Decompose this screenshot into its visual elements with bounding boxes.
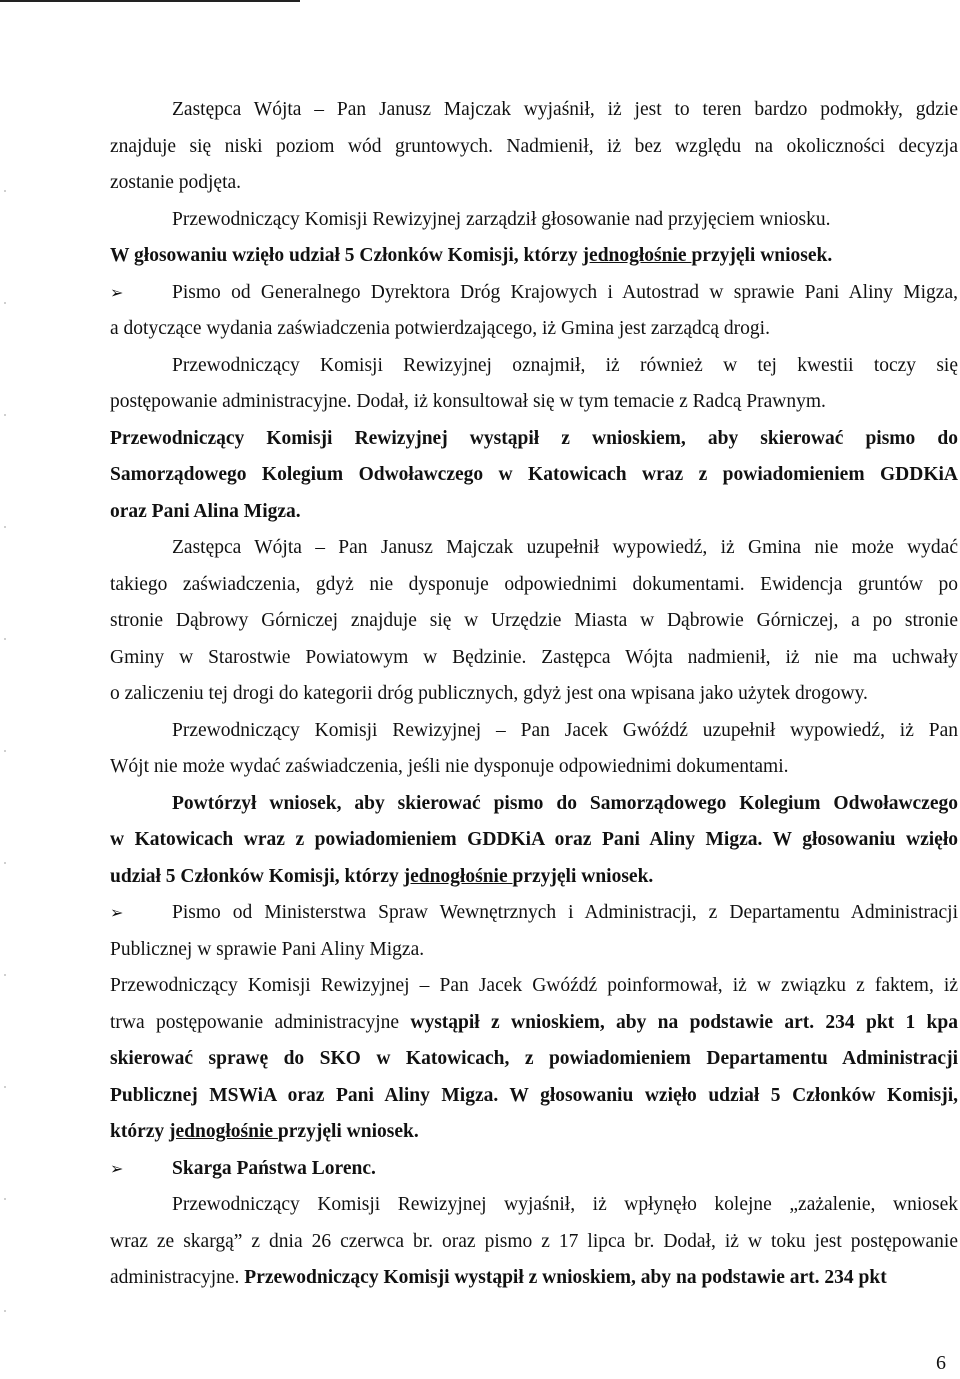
text-line — [110, 348, 958, 385]
text-run: stronie Dąbrowy Górniczej znajduje się w Urzędzie Miasta w Dąbrowie Górniczej, a po stronie — [110, 610, 958, 631]
text-line — [110, 494, 958, 531]
text-line — [110, 1078, 958, 1115]
text-line — [110, 202, 958, 239]
paragraph — [110, 238, 958, 275]
text-line — [110, 822, 958, 859]
text-line — [110, 384, 958, 421]
arrow-bullet-icon: ➢ — [110, 282, 124, 302]
arrow-bullet-icon: ➢ — [110, 903, 124, 922]
bullet-paragraph — [110, 895, 958, 968]
text-line — [110, 713, 958, 750]
paragraph — [110, 713, 958, 786]
bold-text: Skarga Państwa Lorenc. — [172, 1157, 376, 1179]
text-line — [110, 275, 958, 312]
bold-text: przyjęli wniosek. — [512, 865, 654, 887]
text-run: postępowanie administracyjne. Dodał, iż konsultował się w tym temacie z Radcą Prawnym. — [110, 391, 826, 412]
text-line — [110, 676, 958, 713]
paragraph — [110, 786, 958, 896]
paragraph — [110, 92, 958, 202]
text-run: Gminy w Starostwie Powiatowym w Będzinie. Zastępca Wójta nadmienił, iż nie ma uchwały — [110, 646, 958, 668]
underlined-text: jednogłośnie — [169, 1121, 278, 1142]
text-run: a dotyczące wydania zaświadczenia potwierdzającego, iż Gmina jest zarządcą drogi. — [110, 318, 770, 339]
text-line — [110, 530, 958, 567]
text-line — [110, 1041, 958, 1078]
text-run: takiego zaświadczenia, gdyż nie dysponuje odpowiednimi dokumentami. Ewidencja gruntów po — [110, 573, 958, 595]
text-line — [110, 1187, 958, 1224]
paragraph — [110, 530, 958, 713]
bold-text: Powtórzył wniosek, aby skierować pismo do Samorządowego Kolegium Odwoławczego — [172, 792, 958, 814]
bold-text: Przewodniczący Komisji wystąpił z wnioskiem, aby na podstawie art. 234 pkt — [244, 1267, 887, 1288]
text-line — [110, 1151, 958, 1188]
text-line — [110, 421, 958, 458]
underlined-text: jednogłośnie — [403, 865, 513, 887]
bold-text: W głosowaniu wzięło udział 5 Członków Komisji, którzy — [110, 245, 583, 266]
bold-text: udział 5 Członków Komisji, którzy — [110, 865, 404, 887]
text-line — [110, 1260, 958, 1297]
text-line — [110, 932, 958, 969]
text-line — [110, 895, 958, 932]
text-run: o zaliczeniu tej drogi do kategorii dróg publicznych, gdyż jest ona wpisana jako użytek drogowy. — [110, 683, 868, 704]
text-line — [110, 603, 958, 640]
text-run: Przewodniczący Komisji Rewizyjnej oznajmił, iż również w tej kwestii toczy się — [172, 354, 958, 376]
paragraph — [110, 348, 958, 421]
text-line — [110, 238, 958, 275]
text-run: administracyjne. — [110, 1267, 245, 1288]
text-line — [110, 1224, 958, 1261]
text-line — [110, 129, 958, 166]
bullet-paragraph — [110, 275, 958, 348]
text-line — [110, 165, 958, 202]
text-line — [110, 786, 958, 823]
text-line — [110, 1005, 958, 1042]
bold-text: oraz Pani Alina Migza. — [110, 500, 301, 522]
text-line — [110, 859, 958, 896]
bold-text: przyjęli wniosek. — [277, 1121, 419, 1142]
bold-text: Przewodniczący Komisji Rewizyjnej wystąpił z wnioskiem, aby skierować pismo do — [110, 427, 958, 449]
bold-text: którzy — [110, 1121, 170, 1142]
page-number: 6 — [936, 1352, 946, 1374]
top-scan-rule — [0, 0, 300, 2]
bold-text: przyjęli wniosek. — [691, 245, 833, 266]
text-run: Pismo od Generalnego Dyrektora Dróg Krajowych i Autostrad w sprawie Pani Aliny Migza, — [172, 281, 958, 303]
text-line — [110, 640, 958, 677]
arrow-bullet-icon: ➢ — [110, 1158, 124, 1178]
paragraph — [110, 968, 958, 1151]
bold-text: wystąpił z wnioskiem, aby na podstawie art. 234 pkt 1 kpa — [410, 1011, 958, 1033]
text-line — [110, 1114, 958, 1151]
scan-margin-marks — [4, 80, 6, 1320]
underlined-text: jednogłośnie — [582, 245, 692, 266]
text-line — [110, 968, 958, 1005]
text-run: Przewodniczący Komisji Rewizyjnej – Pan Jacek Gwóźdź poinformował, iż w związku z faktem, iż — [110, 975, 958, 996]
text-line — [110, 567, 958, 604]
text-run: Publicznej w sprawie Pani Aliny Migza. — [110, 938, 425, 960]
text-run: Przewodniczący Komisji Rewizyjnej – Pan Jacek Gwóźdź uzupełnił wypowiedź, iż Pan — [172, 719, 958, 741]
bullet-paragraph — [110, 1151, 958, 1188]
text-line — [110, 311, 958, 348]
paragraph — [110, 1187, 958, 1297]
document-page — [110, 92, 958, 1297]
text-line — [110, 92, 958, 129]
bold-text: Samorządowego Kolegium Odwoławczego w Katowicach wraz z powiadomieniem GDDKiA — [110, 464, 958, 485]
bold-text: w Katowicach wraz z powiadomieniem GDDKiA oraz Pani Aliny Migza. W głosowaniu wzięło — [110, 829, 958, 850]
text-run: Zastępca Wójta – Pan Janusz Majczak wyjaśnił, iż jest to teren bardzo podmokły, gdzie — [172, 99, 958, 120]
paragraph — [110, 421, 958, 531]
text-run: Przewodniczący Komisji Rewizyjnej wyjaśnił, iż wpłynęło kolejne „zażalenie, wniosek — [172, 1194, 958, 1215]
text-run: Wójt nie może wydać zaświadczenia, jeśli nie dysponuje odpowiednimi dokumentami. — [110, 756, 789, 777]
text-run: wraz ze skargą” z dnia 26 czerwca br. oraz pismo z 17 lipca br. Dodał, iż w toku jest postępowanie — [110, 1230, 958, 1252]
text-run: zostanie podjęta. — [110, 172, 242, 193]
bold-text: skierować sprawę do SKO w Katowicach, z powiadomieniem Departamentu Administracji — [110, 1048, 958, 1069]
paragraph — [110, 202, 958, 239]
text-line — [110, 457, 958, 494]
text-run: znajduje się niski poziom wód gruntowych. Nadmienił, iż bez względu na okoliczności decyzja — [110, 135, 958, 157]
text-run: Zastępca Wójta – Pan Janusz Majczak uzupełnił wypowiedź, iż Gmina nie może wydać — [172, 537, 958, 558]
text-line — [110, 749, 958, 786]
text-run: Przewodniczący Komisji Rewizyjnej zarządził głosowanie nad przyjęciem wniosku. — [172, 208, 831, 230]
bold-text: Publicznej MSWiA oraz Pani Aliny Migza. W głosowaniu wzięło udział 5 Członków Komisji, — [110, 1084, 958, 1106]
text-run: Pismo od Ministerstwa Spraw Wewnętrznych i Administracji, z Departamentu Administracji — [172, 902, 958, 923]
text-run: trwa postępowanie administracyjne — [110, 1011, 411, 1033]
